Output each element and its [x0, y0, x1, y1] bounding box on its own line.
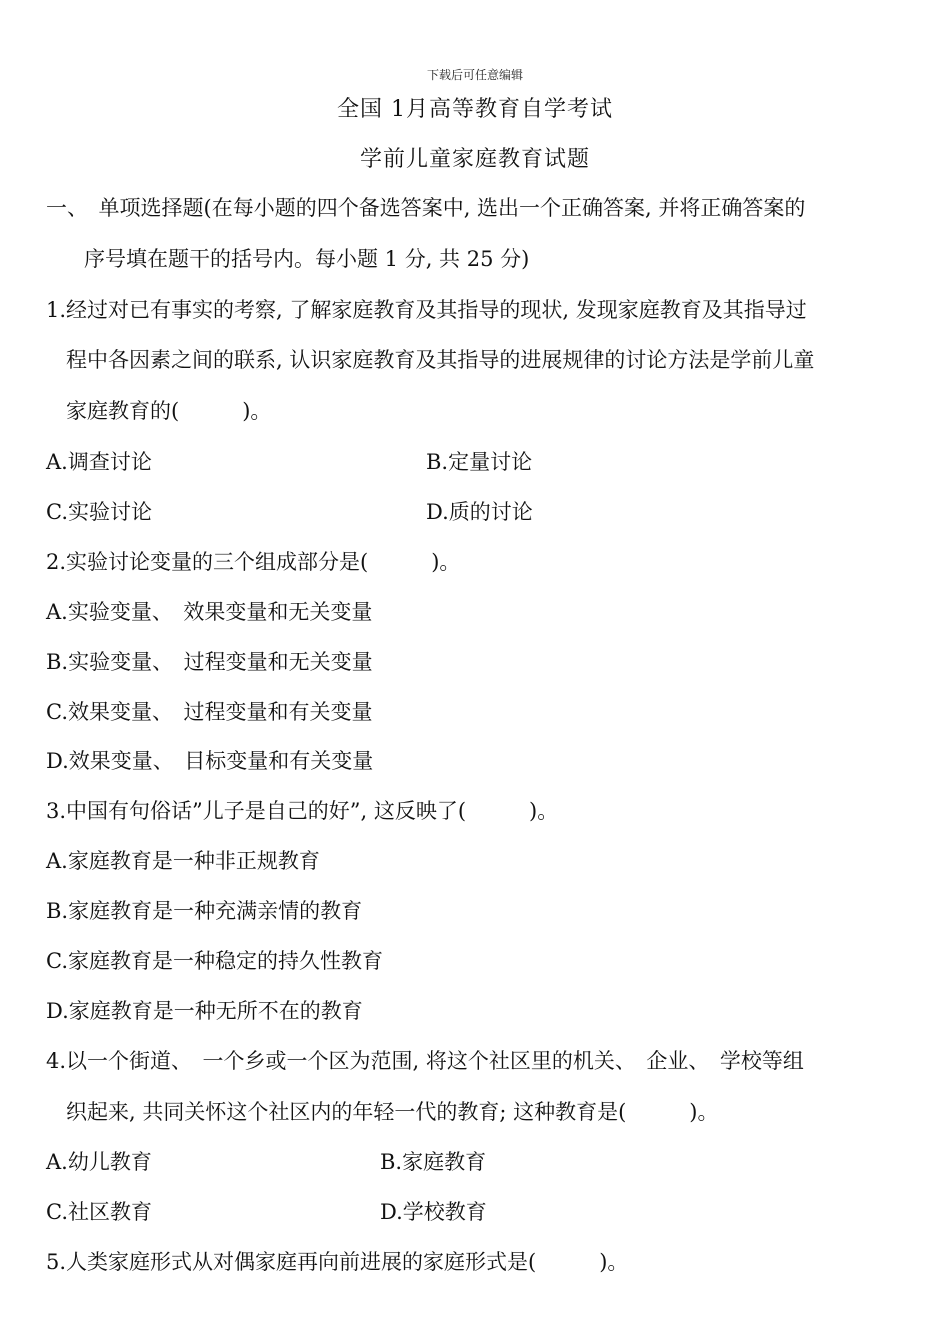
- question-1-stem-line-1: 1.经过对已有事实的考察, 了解家庭教育及其指导的现状, 发现家庭教育及其指导过: [46, 298, 807, 322]
- question-4-stem-line-1: 4.以一个街道、 一个乡或一个区为范围, 将这个社区里的机关、 企业、 学校等组: [46, 1049, 804, 1073]
- question-4-stem-line-2: 织起来, 共同关怀这个社区内的年轻一代的教育; 这种教育是( )。: [66, 1100, 719, 1124]
- question-3-option-d: D.家庭教育是一种无所不在的教育: [46, 999, 363, 1023]
- exam-subtitle: 学前儿童家庭教育试题: [359, 147, 590, 172]
- question-2-option-b: B.实验变量、 过程变量和无关变量: [46, 650, 373, 674]
- question-1-option-c: C.实验讨论: [46, 500, 152, 524]
- question-4-option-c: C.社区教育: [46, 1200, 152, 1224]
- question-3-stem: 3.中国有句俗话”儿子是自己的好”, 这反映了( )。: [46, 799, 559, 823]
- question-1-stem-line-2: 程中各因素之间的联系, 认识家庭教育及其指导的进展规律的讨论方法是学前儿童: [66, 348, 815, 372]
- question-1-option-b: B.定量讨论: [426, 450, 533, 474]
- question-1-option-d: D.质的讨论: [426, 500, 533, 524]
- question-5-stem: 5.人类家庭形式从对偶家庭再向前进展的家庭形式是( )。: [46, 1250, 629, 1274]
- question-3-option-c: C.家庭教育是一种稳定的持久性教育: [46, 949, 383, 973]
- section-heading-line-1: 一、 单项选择题(在每小题的四个备选答案中, 选出一个正确答案, 并将正确答案的: [46, 196, 806, 220]
- question-2-option-c: C.效果变量、 过程变量和有关变量: [46, 700, 373, 724]
- question-1-stem-line-3: 家庭教育的( )。: [66, 399, 272, 423]
- exam-title: 全国 1月高等教育自学考试: [337, 97, 613, 122]
- question-4-option-a: A.幼儿教育: [46, 1150, 152, 1174]
- question-2-stem: 2.实验讨论变量的三个组成部分是( )。: [46, 550, 461, 574]
- question-3-option-a: A.家庭教育是一种非正规教育: [46, 849, 320, 873]
- question-4-option-d: D.学校教育: [380, 1200, 487, 1224]
- question-2-option-a: A.实验变量、 效果变量和无关变量: [46, 600, 373, 624]
- section-heading-line-2: 序号填在题干的括号内。每小题 1 分, 共 25 分): [84, 247, 530, 271]
- question-3-option-b: B.家庭教育是一种充满亲情的教育: [46, 899, 363, 923]
- question-2-option-d: D.效果变量、 目标变量和有关变量: [46, 749, 374, 773]
- header-note: 下载后可任意编辑: [426, 68, 523, 82]
- question-1-option-a: A.调查讨论: [46, 450, 152, 474]
- question-4-option-b: B.家庭教育: [380, 1150, 487, 1174]
